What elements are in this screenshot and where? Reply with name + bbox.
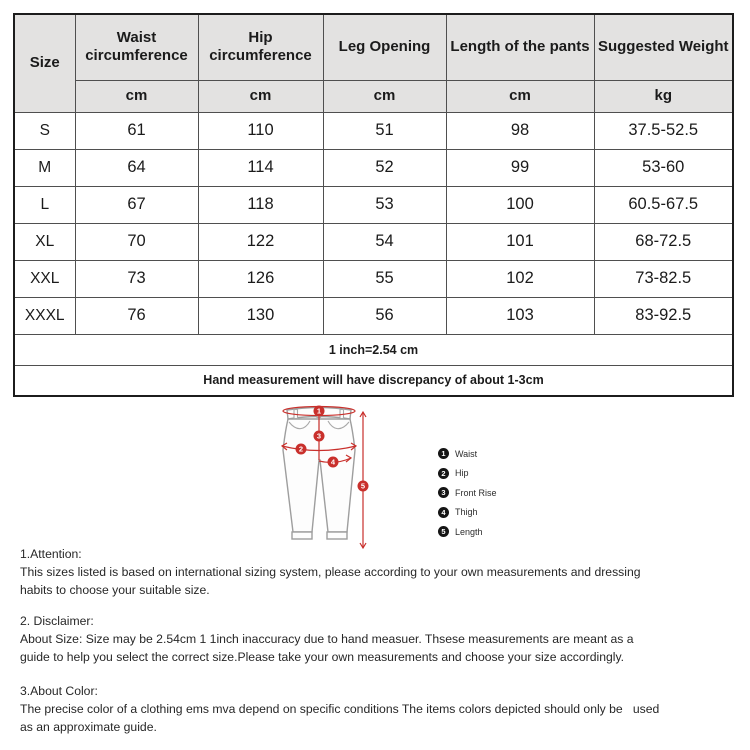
size-chart-table (13, 13, 734, 397)
col-header-weight: Suggested Weight (594, 14, 733, 80)
table-row-l (14, 186, 733, 223)
legend-label-length: Length (455, 526, 483, 537)
cell-hip: 114 (198, 149, 323, 186)
legend-label-thigh: Thigh (455, 507, 478, 518)
cell-size: XL (14, 223, 75, 260)
cell-length: 99 (446, 149, 594, 186)
table-row-xxxl (14, 297, 733, 334)
cell-waist: 61 (75, 112, 198, 149)
legend-item-thigh (438, 503, 497, 523)
cell-leg-opening: 53 (323, 186, 446, 223)
col-header-size: Size (14, 14, 75, 112)
legend-label-waist: Waist (455, 448, 478, 459)
unit-weight: kg (594, 80, 733, 112)
cell-weight: 53-60 (594, 149, 733, 186)
cell-size: XXL (14, 260, 75, 297)
legend-item-length (438, 522, 497, 542)
legend-badge-5: 5 (438, 526, 449, 537)
legend-item-waist (438, 444, 497, 464)
legend-badge-4: 4 (438, 507, 449, 518)
marker-3-front-rise: 3 (316, 431, 322, 441)
legend-item-front-rise (438, 483, 497, 503)
note-row-inch (14, 334, 733, 365)
disclaimer-line-1: About Size: Size may be 2.54cm 1 1inch inaccuracy due to hand measuer. Thsese measurements are meant as a (20, 632, 634, 646)
marker-1-waist: 1 (316, 406, 322, 416)
cell-hip: 118 (198, 186, 323, 223)
col-header-length: Length of the pants (446, 14, 594, 80)
unit-length: cm (446, 80, 594, 112)
marker-4-thigh: 4 (330, 457, 336, 467)
col-header-hip: Hip circumference (198, 14, 323, 80)
cell-weight: 73-82.5 (594, 260, 733, 297)
cell-waist: 67 (75, 186, 198, 223)
disclaimer-heading: 2. Disclaimer: (20, 614, 94, 628)
disclaimer-line-2: guide to help you select the correct size.Please take your own measurements and choose your size accordingly. (20, 650, 625, 664)
legend-label-front-rise: Front Rise (455, 487, 497, 498)
unit-waist: cm (75, 80, 198, 112)
header-row (14, 14, 733, 80)
unit-leg-opening: cm (323, 80, 446, 112)
cell-leg-opening: 55 (323, 260, 446, 297)
attention-line-1: This sizes listed is based on international sizing system, please according to your own measurements and dressing (20, 565, 641, 579)
cell-leg-opening: 56 (323, 297, 446, 334)
legend-badge-3: 3 (438, 487, 449, 498)
cell-length: 101 (446, 223, 594, 260)
legend-badge-2: 2 (438, 468, 449, 479)
table-row-m (14, 149, 733, 186)
cell-length: 100 (446, 186, 594, 223)
note-hand-measurement: Hand measurement will have discrepancy of about 1-3cm (14, 365, 733, 396)
col-header-leg-opening: Leg Opening (323, 14, 446, 80)
cell-waist: 64 (75, 149, 198, 186)
table-row-xxl (14, 260, 733, 297)
legend-label-hip: Hip (455, 468, 469, 479)
cell-size: XXXL (14, 297, 75, 334)
about-color-line-1: The precise color of a clothing ems mva depend on specific conditions The items colors depicted should only be used (20, 702, 660, 716)
attention-line-2: habits to choose your suitable size. (20, 583, 210, 597)
cell-leg-opening: 51 (323, 112, 446, 149)
legend-item-hip (438, 464, 497, 484)
cell-weight: 83-92.5 (594, 297, 733, 334)
cell-hip: 110 (198, 112, 323, 149)
legend-badge-1: 1 (438, 448, 449, 459)
marker-5-length: 5 (360, 481, 366, 491)
cell-leg-opening: 52 (323, 149, 446, 186)
marker-2-hip: 2 (298, 444, 304, 454)
cell-length: 98 (446, 112, 594, 149)
cell-length: 103 (446, 297, 594, 334)
cell-size: L (14, 186, 75, 223)
cell-hip: 130 (198, 297, 323, 334)
table-row-s (14, 112, 733, 149)
cell-size: S (14, 112, 75, 149)
note-inch-conversion: 1 inch=2.54 cm (14, 334, 733, 365)
cell-leg-opening: 54 (323, 223, 446, 260)
pants-measurement-diagram (279, 402, 374, 554)
cell-weight: 37.5-52.5 (594, 112, 733, 149)
cell-hip: 126 (198, 260, 323, 297)
cell-waist: 70 (75, 223, 198, 260)
cell-weight: 60.5-67.5 (594, 186, 733, 223)
about-color-heading: 3.About Color: (20, 684, 98, 698)
cell-length: 102 (446, 260, 594, 297)
measurement-legend (438, 444, 497, 542)
cell-waist: 76 (75, 297, 198, 334)
size-chart (13, 13, 732, 397)
note-row-measurement (14, 365, 733, 396)
cell-weight: 68-72.5 (594, 223, 733, 260)
units-row (14, 80, 733, 112)
cell-waist: 73 (75, 260, 198, 297)
cell-size: M (14, 149, 75, 186)
unit-hip: cm (198, 80, 323, 112)
col-header-waist: Waist circumference (75, 14, 198, 80)
table-row-xl (14, 223, 733, 260)
attention-heading: 1.Attention: (20, 547, 82, 561)
about-color-line-2: as an approximate guide. (20, 720, 157, 734)
cell-hip: 122 (198, 223, 323, 260)
